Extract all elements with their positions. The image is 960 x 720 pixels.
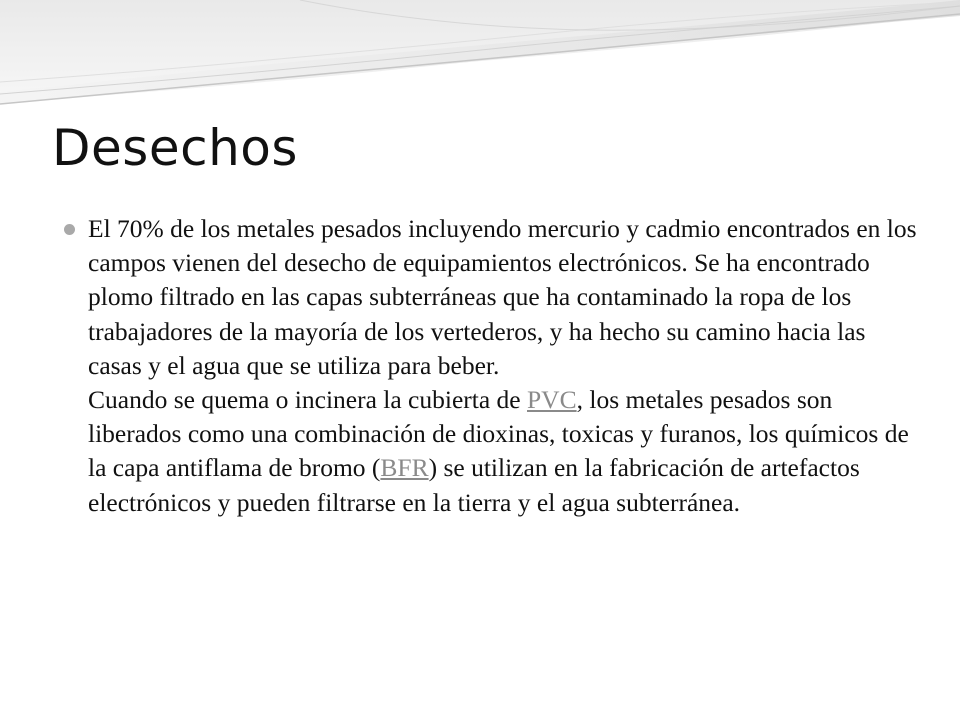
slide-title: Desechos bbox=[52, 119, 298, 177]
pvc-link[interactable]: PVC bbox=[527, 385, 577, 415]
paragraph-pvc-bfr bbox=[88, 383, 918, 520]
bullet-content bbox=[88, 212, 918, 520]
paragraph-heavy-metals: El 70% de los metales pesados incluyendo mercurio y cadmio encontrados en los campos vienen del desecho de equipamientos electrónicos. Se ha encontrado plomo filtrado en las capas subterráneas que ha contaminado la ropa de los trabajadores de la mayoría de los vertederos, y ha hecho su camino hacia las casas y el agua que se utiliza para beber. bbox=[88, 214, 917, 380]
bullet-dot-icon bbox=[64, 224, 75, 235]
paragraph-pvc-middle: , los metales pesados son liberados como una combinación de dioxinas, toxicas y furanos, los químicos de la capa antiflama de bromo ( bbox=[88, 385, 909, 483]
paragraph-pvc-intro: Cuando se quema o incinera la cubierta de bbox=[88, 385, 527, 415]
bfr-link[interactable]: BFR bbox=[380, 453, 429, 483]
header-wave-decoration bbox=[0, 0, 960, 120]
paragraph-pvc-end: ) se utilizan en la fabricación de artefactos electrónicos y pueden filtrarse en la tierra y el agua subterránea. bbox=[88, 453, 860, 517]
